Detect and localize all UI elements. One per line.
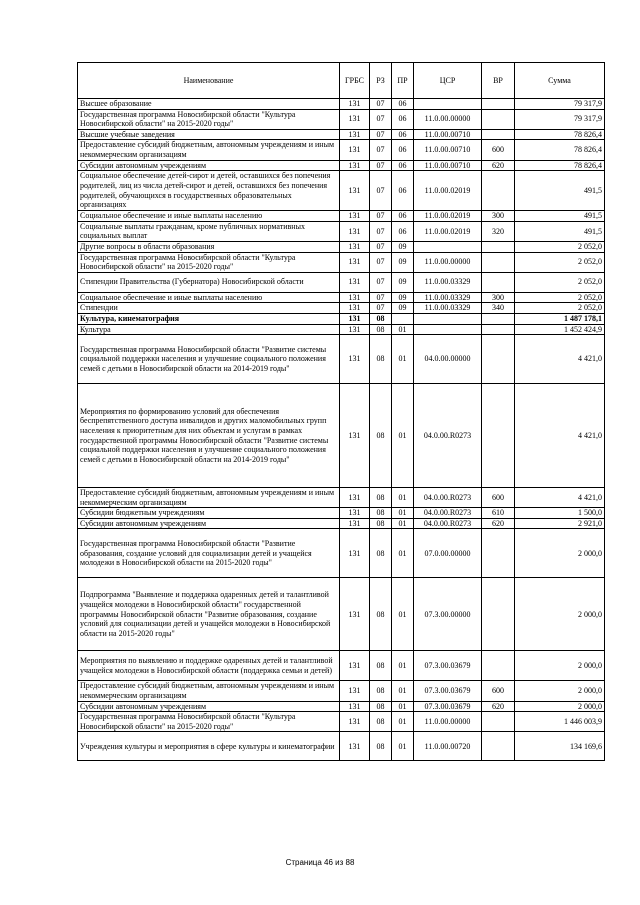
row-sum: 491,5 — [515, 221, 605, 241]
row-rz: 07 — [370, 252, 392, 272]
row-grbs: 131 — [340, 488, 370, 508]
row-name: Субсидии бюджетным учреждениям — [78, 508, 340, 519]
row-sum: 1 500,0 — [515, 508, 605, 519]
table-row — [78, 221, 605, 241]
table-row — [78, 129, 605, 140]
row-sum: 4 421,0 — [515, 335, 605, 384]
row-grbs: 131 — [340, 578, 370, 651]
table-row — [78, 712, 605, 732]
row-rz: 08 — [370, 732, 392, 761]
row-pr: 06 — [392, 221, 414, 241]
row-name: Социальное обеспечение детей-сирот и детей, оставшихся без попечения родителей, лиц из числа детей-сирот и детей, оставшихся без попечения родителей, обучающихся в государственных образовательных организациях — [78, 171, 340, 211]
row-vr: 620 — [482, 518, 515, 529]
row-vr — [482, 272, 515, 292]
row-pr: 01 — [392, 701, 414, 712]
row-rz: 07 — [370, 129, 392, 140]
row-rz: 08 — [370, 578, 392, 651]
row-vr — [482, 313, 515, 324]
row-vr — [482, 129, 515, 140]
row-name: Субсидии автономным учреждениям — [78, 701, 340, 712]
row-vr — [482, 324, 515, 335]
row-sum: 2 000,0 — [515, 578, 605, 651]
row-rz: 07 — [370, 140, 392, 160]
row-csr: 11.0.00.02019 — [414, 221, 482, 241]
table-row — [78, 292, 605, 303]
row-vr: 600 — [482, 488, 515, 508]
row-vr: 600 — [482, 681, 515, 701]
row-pr: 09 — [392, 303, 414, 314]
table-row — [78, 160, 605, 171]
row-rz: 08 — [370, 384, 392, 488]
row-csr: 11.0.00.03329 — [414, 303, 482, 314]
row-sum: 134 169,6 — [515, 732, 605, 761]
row-pr — [392, 313, 414, 324]
row-grbs: 131 — [340, 171, 370, 211]
row-grbs: 131 — [340, 335, 370, 384]
row-name: Социальное обеспечение и иные выплаты населению — [78, 292, 340, 303]
row-vr — [482, 99, 515, 110]
table-row — [78, 701, 605, 712]
row-vr: 340 — [482, 303, 515, 314]
table-row — [78, 211, 605, 222]
row-rz: 08 — [370, 651, 392, 681]
row-name: Мероприятия по выявлению и поддержке одаренных детей и талантливой учащейся молодежи в Новосибирской области (поддержка семьи и детей) — [78, 651, 340, 681]
row-sum: 2 000,0 — [515, 681, 605, 701]
row-vr: 610 — [482, 508, 515, 519]
row-pr: 01 — [392, 335, 414, 384]
table-row — [78, 488, 605, 508]
row-grbs: 131 — [340, 651, 370, 681]
row-csr: 04.0.00.R0273 — [414, 384, 482, 488]
table-row — [78, 313, 605, 324]
row-csr: 11.0.00.00000 — [414, 252, 482, 272]
page-number: Страница 46 из 88 — [285, 858, 355, 867]
row-vr — [482, 651, 515, 681]
row-csr: 11.0.00.03329 — [414, 292, 482, 303]
table-row — [78, 140, 605, 160]
row-grbs: 131 — [340, 324, 370, 335]
row-pr: 01 — [392, 578, 414, 651]
row-vr: 300 — [482, 292, 515, 303]
row-sum: 491,5 — [515, 171, 605, 211]
row-grbs: 131 — [340, 109, 370, 129]
row-name: Высшие учебные заведения — [78, 129, 340, 140]
table-row — [78, 578, 605, 651]
table-row — [78, 241, 605, 252]
row-sum: 4 421,0 — [515, 384, 605, 488]
row-csr: 07.3.00.03679 — [414, 651, 482, 681]
row-sum: 2 000,0 — [515, 701, 605, 712]
row-name: Стипендии — [78, 303, 340, 314]
row-name: Государственная программа Новосибирской области "Развитие системы социальной поддержки населения и улучшение социального положения семей с детьми в Новосибирской области на 2014-2019 годы" — [78, 335, 340, 384]
row-grbs: 131 — [340, 292, 370, 303]
row-pr: 01 — [392, 384, 414, 488]
row-csr: 04.0.00.R0273 — [414, 488, 482, 508]
row-name: Учреждения культуры и мероприятия в сфере культуры и кинематографии — [78, 732, 340, 761]
row-rz: 08 — [370, 508, 392, 519]
table-row — [78, 384, 605, 488]
row-name: Социальное обеспечение и иные выплаты населению — [78, 211, 340, 222]
row-name: Субсидии автономным учреждениям — [78, 518, 340, 529]
row-pr: 06 — [392, 160, 414, 171]
table-row — [78, 303, 605, 314]
header-pr: ПР — [392, 63, 414, 99]
row-pr: 01 — [392, 732, 414, 761]
row-csr: 11.0.00.00710 — [414, 140, 482, 160]
row-vr — [482, 252, 515, 272]
row-pr: 01 — [392, 518, 414, 529]
header-rz: РЗ — [370, 63, 392, 99]
row-rz: 07 — [370, 160, 392, 171]
row-vr — [482, 241, 515, 252]
row-csr — [414, 324, 482, 335]
row-pr: 01 — [392, 488, 414, 508]
row-name: Государственная программа Новосибирской области "Культура Новосибирской области" на 2015-2020 годы" — [78, 252, 340, 272]
row-grbs: 131 — [340, 241, 370, 252]
table-row — [78, 508, 605, 519]
row-grbs: 131 — [340, 732, 370, 761]
budget-table — [77, 62, 605, 761]
row-pr: 09 — [392, 252, 414, 272]
row-name: Государственная программа Новосибирской области "Развитие образования, создание условий для социализации детей и учащейся молодежи в Новосибирской области на 2015-2020 годы" — [78, 529, 340, 578]
row-rz: 08 — [370, 488, 392, 508]
row-grbs: 131 — [340, 681, 370, 701]
row-sum: 2 921,0 — [515, 518, 605, 529]
row-csr: 04.0.00.00000 — [414, 335, 482, 384]
row-sum: 2 052,0 — [515, 292, 605, 303]
row-name: Культура — [78, 324, 340, 335]
row-grbs: 131 — [340, 313, 370, 324]
row-vr — [482, 335, 515, 384]
table-row — [78, 681, 605, 701]
row-pr: 01 — [392, 529, 414, 578]
row-grbs: 131 — [340, 303, 370, 314]
row-sum: 2 000,0 — [515, 529, 605, 578]
row-name: Государственная программа Новосибирской области "Культура Новосибирской области" на 2015-2020 годы" — [78, 712, 340, 732]
table-row — [78, 529, 605, 578]
row-rz: 07 — [370, 99, 392, 110]
row-pr: 01 — [392, 651, 414, 681]
row-grbs: 131 — [340, 252, 370, 272]
row-grbs: 131 — [340, 129, 370, 140]
row-sum: 4 421,0 — [515, 488, 605, 508]
row-grbs: 131 — [340, 384, 370, 488]
row-name: Мероприятия по формированию условий для обеспечения беспрепятственного доступа инвалидов и других маломобильных групп населения к приоритетным для них объектам и услугам в рамках государственной программы Новосибирской области "Развитие системы социальной поддержки населения и улучшение социального положения семей с детьми в Новосибирской области на 2014-2019 годы" — [78, 384, 340, 488]
table-row — [78, 171, 605, 211]
table-row — [78, 252, 605, 272]
row-rz: 07 — [370, 171, 392, 211]
row-pr: 09 — [392, 292, 414, 303]
row-sum: 78 826,4 — [515, 129, 605, 140]
row-rz: 07 — [370, 303, 392, 314]
row-grbs: 131 — [340, 701, 370, 712]
row-grbs: 131 — [340, 160, 370, 171]
row-csr: 11.0.00.03329 — [414, 272, 482, 292]
row-csr: 07.3.00.03679 — [414, 681, 482, 701]
header-sum: Сумма — [515, 63, 605, 99]
row-sum: 2 052,0 — [515, 303, 605, 314]
row-vr — [482, 109, 515, 129]
row-rz: 08 — [370, 529, 392, 578]
row-csr: 07.0.00.00000 — [414, 529, 482, 578]
row-sum: 2 052,0 — [515, 241, 605, 252]
row-grbs: 131 — [340, 211, 370, 222]
table-row — [78, 109, 605, 129]
row-csr — [414, 99, 482, 110]
row-grbs: 131 — [340, 272, 370, 292]
row-sum: 78 826,4 — [515, 160, 605, 171]
row-grbs: 131 — [340, 518, 370, 529]
table-row — [78, 732, 605, 761]
row-csr: 11.0.00.00710 — [414, 129, 482, 140]
row-vr — [482, 529, 515, 578]
row-vr — [482, 384, 515, 488]
row-grbs: 131 — [340, 140, 370, 160]
row-sum: 1 446 003,9 — [515, 712, 605, 732]
row-vr — [482, 171, 515, 211]
row-rz: 07 — [370, 241, 392, 252]
table-row — [78, 272, 605, 292]
row-rz: 08 — [370, 335, 392, 384]
row-sum: 2 000,0 — [515, 651, 605, 681]
row-vr — [482, 732, 515, 761]
row-csr: 04.0.00.R0273 — [414, 518, 482, 529]
row-rz: 07 — [370, 211, 392, 222]
header-vr: ВР — [482, 63, 515, 99]
table-row — [78, 518, 605, 529]
row-name: Предоставление субсидий бюджетным, автономным учреждениям и иным некоммерческим организациям — [78, 681, 340, 701]
row-csr: 11.0.00.00710 — [414, 160, 482, 171]
row-rz: 07 — [370, 292, 392, 303]
row-name: Предоставление субсидий бюджетным, автономным учреждениям и иным некоммерческим организациям — [78, 488, 340, 508]
row-pr: 01 — [392, 681, 414, 701]
row-rz: 07 — [370, 221, 392, 241]
row-csr: 11.0.00.02019 — [414, 211, 482, 222]
row-pr: 01 — [392, 508, 414, 519]
row-csr: 04.0.00.R0273 — [414, 508, 482, 519]
row-pr: 09 — [392, 241, 414, 252]
row-grbs: 131 — [340, 529, 370, 578]
row-csr: 11.0.00.00720 — [414, 732, 482, 761]
row-rz: 08 — [370, 701, 392, 712]
row-sum: 79 317,9 — [515, 99, 605, 110]
row-name: Подпрограмма "Выявление и поддержка одаренных детей и талантливой учащейся молодежи в Новосибирской области" государственной программы Новосибирской области "Развитие образования, создание условий для социализации детей и учащейся молодежи в Новосибирской области на 2015-2020 годы" — [78, 578, 340, 651]
row-rz: 07 — [370, 272, 392, 292]
row-sum: 2 052,0 — [515, 252, 605, 272]
row-pr: 01 — [392, 712, 414, 732]
row-vr — [482, 712, 515, 732]
row-name: Другие вопросы в области образования — [78, 241, 340, 252]
row-grbs: 131 — [340, 99, 370, 110]
row-pr: 01 — [392, 324, 414, 335]
row-name: Высшее образование — [78, 99, 340, 110]
row-csr: 07.3.00.03679 — [414, 701, 482, 712]
table-row — [78, 335, 605, 384]
table-row — [78, 324, 605, 335]
row-pr: 06 — [392, 129, 414, 140]
row-vr: 600 — [482, 140, 515, 160]
table-body — [78, 99, 605, 761]
row-pr: 06 — [392, 99, 414, 110]
header-csr: ЦСР — [414, 63, 482, 99]
row-sum: 78 826,4 — [515, 140, 605, 160]
row-sum: 1 452 424,9 — [515, 324, 605, 335]
row-name: Субсидии автономным учреждениям — [78, 160, 340, 171]
row-name: Стипендии Правительства (Губернатора) Новосибирской области — [78, 272, 340, 292]
row-vr — [482, 578, 515, 651]
row-rz: 08 — [370, 324, 392, 335]
row-grbs: 131 — [340, 221, 370, 241]
row-grbs: 131 — [340, 508, 370, 519]
row-vr: 300 — [482, 211, 515, 222]
row-rz: 08 — [370, 712, 392, 732]
row-pr: 06 — [392, 140, 414, 160]
row-rz: 08 — [370, 681, 392, 701]
row-vr: 320 — [482, 221, 515, 241]
row-name: Культура, кинематография — [78, 313, 340, 324]
row-pr: 06 — [392, 211, 414, 222]
row-rz: 08 — [370, 313, 392, 324]
row-sum: 2 052,0 — [515, 272, 605, 292]
row-rz: 08 — [370, 518, 392, 529]
row-csr: 07.3.00.00000 — [414, 578, 482, 651]
row-sum: 491,5 — [515, 211, 605, 222]
row-csr: 11.0.00.00000 — [414, 109, 482, 129]
table-row — [78, 99, 605, 110]
row-grbs: 131 — [340, 712, 370, 732]
row-pr: 06 — [392, 109, 414, 129]
row-name: Предоставление субсидий бюджетным, автономным учреждениям и иным некоммерческим организациям — [78, 140, 340, 160]
table-header-row — [78, 63, 605, 99]
header-name: Наименование — [78, 63, 340, 99]
row-csr: 11.0.00.02019 — [414, 171, 482, 211]
row-pr: 06 — [392, 171, 414, 211]
row-name: Социальные выплаты гражданам, кроме публичных нормативных социальных выплат — [78, 221, 340, 241]
row-vr: 620 — [482, 160, 515, 171]
row-csr: 11.0.00.00000 — [414, 712, 482, 732]
row-sum: 1 487 178,1 — [515, 313, 605, 324]
row-pr: 09 — [392, 272, 414, 292]
table-row — [78, 651, 605, 681]
row-rz: 07 — [370, 109, 392, 129]
row-sum: 79 317,9 — [515, 109, 605, 129]
row-name: Государственная программа Новосибирской области "Культура Новосибирской области" на 2015-2020 годы" — [78, 109, 340, 129]
row-vr: 620 — [482, 701, 515, 712]
row-csr — [414, 241, 482, 252]
header-grbs: ГРБС — [340, 63, 370, 99]
row-csr — [414, 313, 482, 324]
